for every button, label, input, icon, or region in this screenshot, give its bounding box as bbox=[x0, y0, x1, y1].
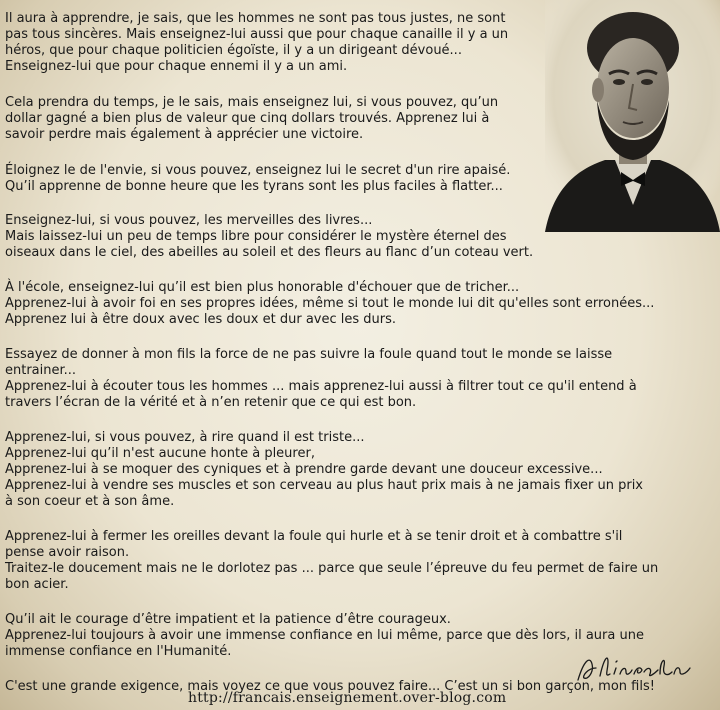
letter-line: Apprenez-lui à écouter tous les hommes ... mais apprenez-lui aussi à filtrer tout ce qu'il entend à bbox=[5, 379, 637, 394]
lincoln-portrait bbox=[545, 0, 720, 232]
letter-line: Apprenez-lui à vendre ses muscles et son cerveau au plus haut prix mais à ne jamais fixer un prix bbox=[5, 478, 643, 493]
lincoln-signature bbox=[574, 650, 704, 690]
letter-line: oiseaux dans le ciel, des abeilles au soleil et des fleurs au flanc d’un coteau vert. bbox=[5, 245, 534, 260]
letter-line: Apprenez lui à être doux avec les doux et dur avec les durs. bbox=[5, 312, 397, 327]
letter-line: bon acier. bbox=[5, 577, 69, 592]
letter-line: Éloignez le de l'envie, si vous pouvez, enseignez lui le secret d'un rire apaisé. bbox=[5, 163, 511, 178]
letter-line: Qu’il apprenne de bonne heure que les tyrans sont les plus faciles à flatter... bbox=[5, 179, 503, 194]
letter-line: Traitez-le doucement mais ne le dorlotez pas ... parce que seule l’épreuve du feu permet de faire un bbox=[5, 561, 659, 576]
letter-line: Apprenez-lui toujours à avoir une immense confiance en lui même, parce que dès lors, il aura une bbox=[5, 628, 644, 643]
letter-line: pense avoir raison. bbox=[5, 545, 130, 560]
letter-line: immense confiance en l'Humanité. bbox=[5, 644, 232, 659]
letter-line: Il aura à apprendre, je sais, que les hommes ne sont pas tous justes, ne sont bbox=[5, 11, 506, 26]
letter-line: Apprenez-lui à se moquer des cyniques et à prendre garde devant une douceur excessive... bbox=[5, 462, 603, 477]
letter-line: entrainer... bbox=[5, 363, 77, 378]
portrait-photo-icon bbox=[545, 0, 720, 232]
letter-line: Mais laissez-lui un peu de temps libre pour considérer le mystère éternel des bbox=[5, 229, 507, 244]
signature-icon bbox=[574, 650, 704, 690]
letter-line: Essayez de donner à mon fils la force de ne pas suivre la foule quand tout le monde se laisse bbox=[5, 347, 613, 362]
letter-line: Apprenez-lui, si vous pouvez, à rire quand il est triste... bbox=[5, 430, 365, 445]
letter-line: C'est une grande exigence, mais voyez ce que vous pouvez faire... C’est un si bon garçon, mon fils! bbox=[5, 679, 655, 694]
letter-line: À l'école, enseignez-lui qu’il est bien plus honorable d'échouer que de tricher... bbox=[5, 280, 520, 295]
letter-line: héros, que pour chaque politicien égoïste, il y a un dirigeant dévoué... bbox=[5, 43, 462, 58]
source-url[interactable]: http://francais.enseignement.over-blog.com bbox=[188, 690, 507, 706]
letter-line: dollar gagné a bien plus de valeur que cinq dollars trouvés. Apprenez lui à bbox=[5, 111, 490, 126]
letter-line: Apprenez-lui qu’il n'est aucune honte à pleurer, bbox=[5, 446, 315, 461]
letter-line: Apprenez-lui à avoir foi en ses propres idées, même si tout le monde lui dit qu'elles sont erronées... bbox=[5, 296, 655, 311]
letter-line: Enseignez-lui que pour chaque ennemi il y a un ami. bbox=[5, 59, 348, 74]
letter-line: Enseignez-lui, si vous pouvez, les merveilles des livres... bbox=[5, 213, 373, 228]
letter-line: à son coeur et à son âme. bbox=[5, 494, 175, 509]
letter-line: savoir perdre mais également à apprécier une victoire. bbox=[5, 127, 364, 142]
letter-line: Apprenez-lui à fermer les oreilles devant la foule qui hurle et à se tenir droit et à combattre s'il bbox=[5, 529, 623, 544]
letter-line: travers l’écran de la vérité et à n’en retenir que ce qui est bon. bbox=[5, 395, 417, 410]
letter-line: pas tous sincères. Mais enseignez-lui aussi que pour chaque canaille il y a un bbox=[5, 27, 509, 42]
letter-line: Qu’il ait le courage d’être impatient et la patience d’être courageux. bbox=[5, 612, 451, 627]
letter-line: Cela prendra du temps, je le sais, mais enseignez lui, si vous pouvez, qu’un bbox=[5, 95, 499, 110]
